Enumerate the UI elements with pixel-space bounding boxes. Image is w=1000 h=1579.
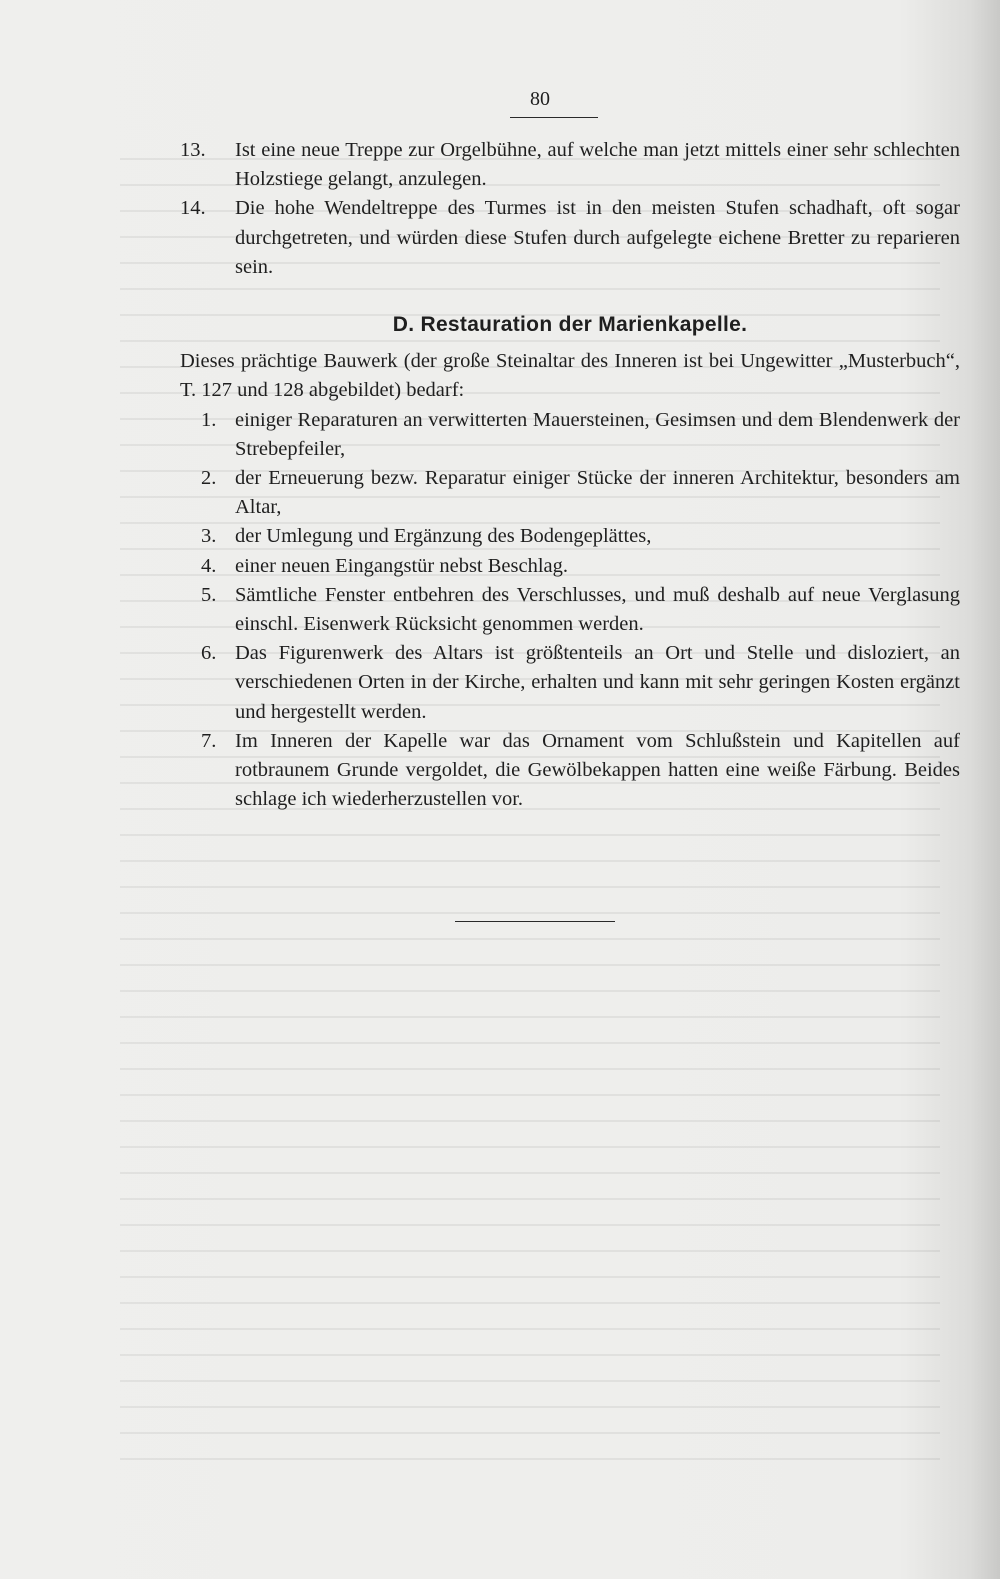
item-number: 14. xyxy=(180,197,206,220)
item-number: 13. xyxy=(180,139,206,161)
item-number: 6. xyxy=(201,642,217,665)
item-number: 4. xyxy=(201,554,217,577)
item-number: 2. xyxy=(201,467,217,490)
item-text: Das Figurenwerk des Altars ist größtenteils an Ort und Stelle und disloziert, an verschiedenen Orten in der Kirche, erhalten und kann mit sehr geringen Kosten ergänzt und hergestellt werden. xyxy=(235,642,960,723)
section-intro: Dieses prächtige Bauwerk (der große Steinaltar des Inneren ist bei Ungewitter „Musterbuch“, T. 127 und 128 abgebildet) bedarf: xyxy=(180,350,960,402)
section-end-rule xyxy=(455,921,615,922)
item-text: der Erneuerung bezw. Reparatur einiger Stücke der inneren Architektur, besonders am Altar, xyxy=(235,467,960,519)
item-text: Ist eine neue Treppe zur Orgelbühne, auf welche man jetzt mittels einer sehr schlechten Holzstiege gelangt, anzulegen. xyxy=(235,139,960,191)
list-item xyxy=(180,581,960,639)
page-number: 80 xyxy=(530,88,550,110)
list-item xyxy=(180,727,960,815)
list-item xyxy=(180,464,960,522)
header-rule xyxy=(510,117,598,118)
item-text: einiger Reparaturen an verwitterten Mauersteinen, Gesimsen und dem Blendenwerk der Strebepfeiler, xyxy=(235,408,960,460)
item-text: einer neuen Eingangstür nebst Beschlag. xyxy=(235,554,569,577)
item-number: 3. xyxy=(201,525,217,548)
item-number: 1. xyxy=(201,408,217,431)
list-item xyxy=(180,639,960,727)
page-body xyxy=(180,136,960,814)
list-item xyxy=(180,552,960,581)
item-number: 7. xyxy=(201,729,217,752)
item-text: Die hohe Wendeltreppe des Turmes ist in den meisten Stufen schadhaft, oft sogar durchgetreten, und würden diese Stufen durch aufgelegte eichene Bretter zu reparieren sein. xyxy=(235,197,960,278)
item-text: Sämtliche Fenster entbehren des Verschlusses, und muß deshalb auf neue Verglasung einschl. Eisenwerk Rücksicht genommen werden. xyxy=(235,583,960,636)
list-item xyxy=(180,522,960,551)
item-text: Im Inneren der Kapelle war das Ornament vom Schlußstein und Kapitellen auf rotbraunem Grunde vergoldet, die Gewölbekappen hatten eine weiße Färbung. Beides schlage ich wiederherzustellen vor. xyxy=(235,729,960,811)
list-item xyxy=(180,406,960,464)
item-text: der Umlegung und Ergänzung des Bodengeplättes, xyxy=(235,525,652,548)
item-number: 5. xyxy=(201,583,217,606)
list-item xyxy=(180,194,960,282)
list-item xyxy=(180,136,960,194)
section-heading: D. Restauration der Marienkapelle. xyxy=(392,313,748,337)
